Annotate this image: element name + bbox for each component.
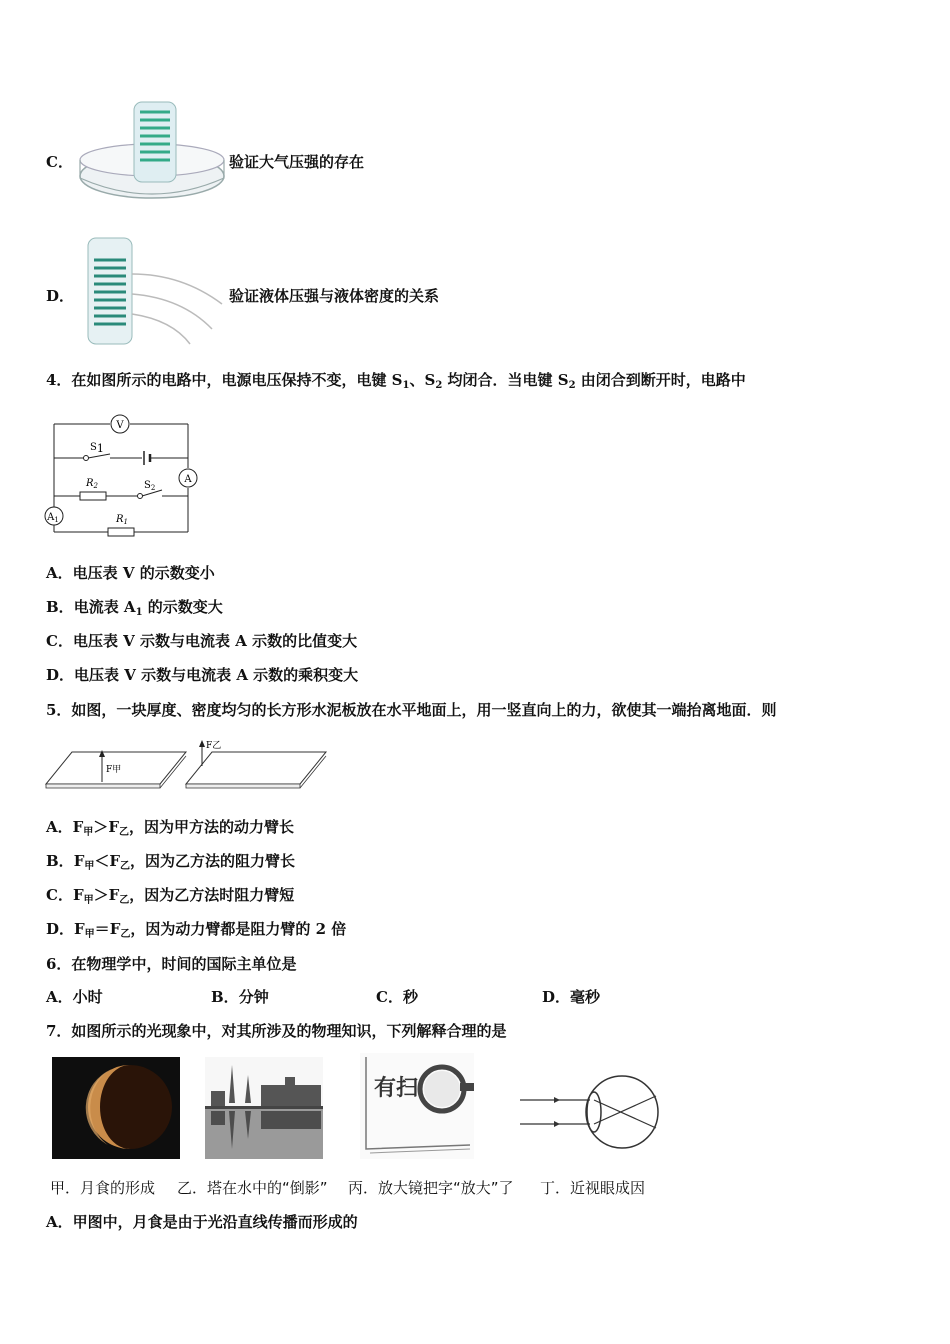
q5-option-b: B．$F_甲<F_乙$，因为乙方法的阻力臂长	[46, 852, 296, 872]
caption-yi: 乙．塔在水中的“倒影”	[177, 1179, 328, 1197]
q6-stem: 6．在物理学中，时间的国际主单位是	[46, 955, 297, 973]
q4-option-c: C．电压表 V 示数与电流表 A 示数的比值变大	[46, 632, 358, 650]
q4-option-a: A．电压表 V 的示数变小	[46, 564, 215, 582]
image-lunar-eclipse	[52, 1057, 180, 1159]
q6-option-d: D．毫秒	[542, 988, 601, 1006]
voltmeter-label: V	[116, 420, 124, 431]
q6-option-b: B．分钟	[211, 988, 269, 1006]
magnified-text: 有扫	[374, 1076, 419, 1101]
svg-text:S2: $S_2$	[144, 480, 156, 492]
image-myopia-eye	[520, 1070, 662, 1154]
force-jia-label: F甲	[106, 765, 122, 775]
caption-ding: 丁．近视眼成因	[540, 1179, 646, 1197]
q6-option-c: C．秒	[376, 988, 418, 1006]
q6-option-a: A．小时	[46, 988, 103, 1006]
q5-option-a: A．$F_甲>F_乙$，因为甲方法的动力臂长	[46, 818, 294, 838]
q3-option-d-text: 验证液体压强与液体密度的关系	[229, 287, 440, 305]
circuit-diagram	[44, 410, 204, 544]
option-letter: C．	[46, 153, 73, 171]
q5-option-c: C．$F_甲>F_乙$，因为乙方法时阻力臂短	[46, 886, 295, 906]
q7-option-a: A．甲图中，月食是由于光沿直线传播而形成的	[46, 1213, 358, 1231]
ammeter-a-label: A	[184, 474, 192, 485]
option-letter: D．	[46, 287, 75, 305]
caption-bing: 丙．放大镜把字“放大”了	[348, 1179, 514, 1197]
q5-option-d: D．$F_甲=F_乙$，因为动力臂都是阻力臂的 2 倍	[46, 920, 347, 940]
caption-jia: 甲．月食的形成	[50, 1179, 156, 1197]
q7-stem: 7．如图所示的光现象中，对其所涉及的物理知识，下列解释合理的是	[46, 1022, 507, 1040]
image-magnifier	[360, 1053, 474, 1159]
q3-option-c	[46, 152, 73, 172]
q3-option-c-text: 验证大气压强的存在	[229, 153, 365, 171]
svg-text:S1: S1	[90, 442, 104, 455]
figure-liquid-pressure	[72, 234, 232, 350]
q4-option-d: D．电压表 V 示数与电流表 A 示数的乘积变大	[46, 666, 359, 684]
force-yi-label: F乙	[206, 741, 222, 751]
figure-lever-slabs	[44, 738, 334, 790]
q4-option-b: B．电流表 $A_1$ 的示数变大	[46, 598, 223, 618]
figure-atmospheric-pressure	[72, 98, 232, 214]
q4-stem: 4．在如图所示的电路中，电源电压保持不变，电键 $S_1$、$S_2$ 均闭合．当电键 $S_2$ 由闭合到断开时，电路中	[46, 371, 746, 391]
q5-stem: 5．如图，一块厚度、密度均匀的长方形水泥板放在水平地面上，用一竖直向上的力，欲使其一端抬离地面．则	[46, 701, 777, 719]
svg-text:R1: $R_1$	[116, 514, 128, 526]
image-tower-reflection	[205, 1057, 323, 1159]
q3-option-d	[46, 286, 74, 306]
svg-text:R2: $R_2$	[86, 478, 98, 490]
svg-text:A1: $A_1$	[47, 512, 59, 524]
